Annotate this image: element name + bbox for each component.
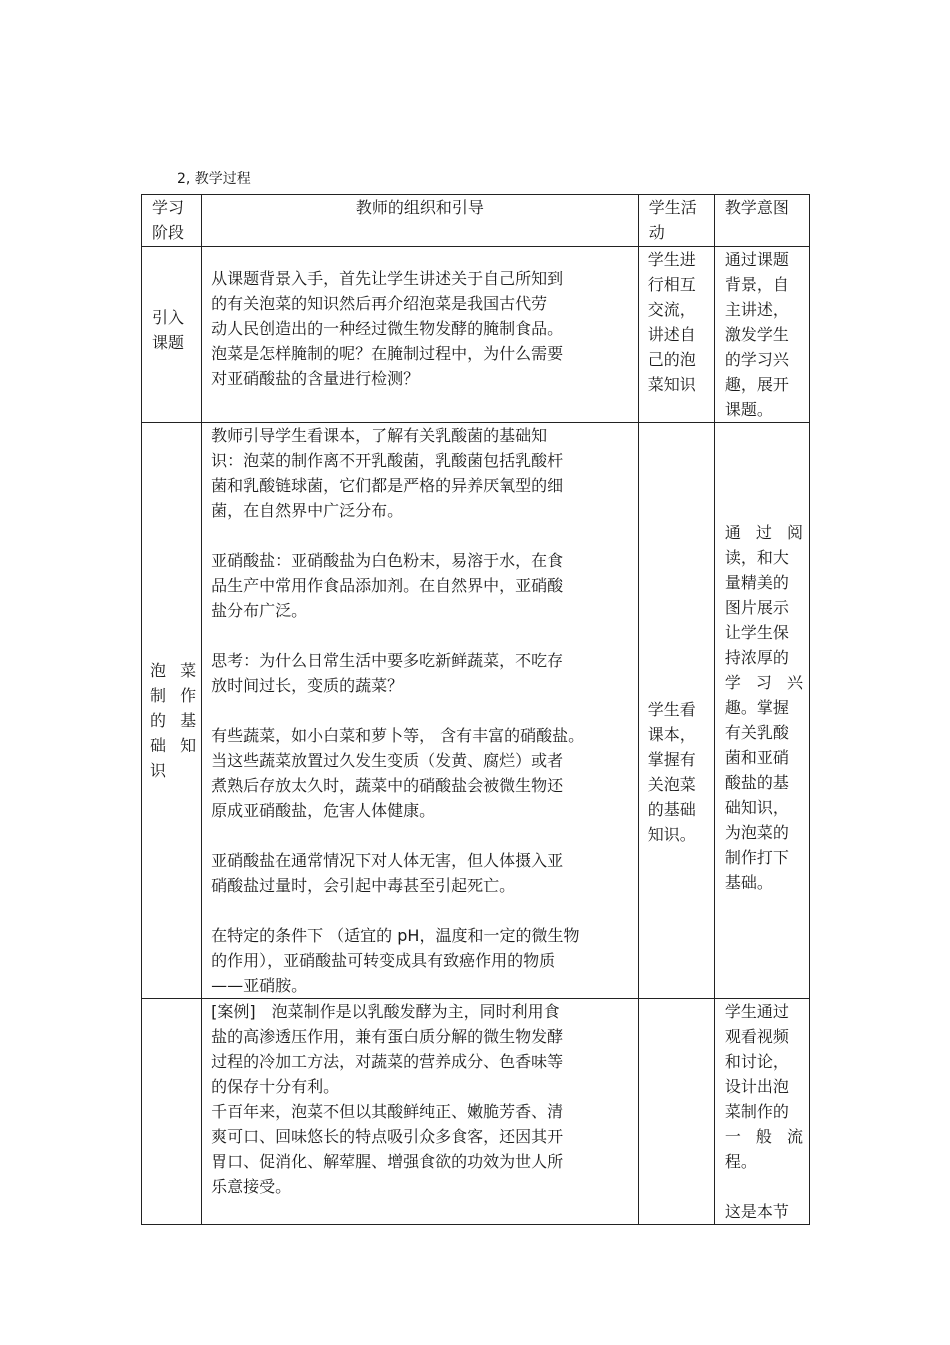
text-line: 读，和大 (724, 548, 789, 567)
teacher-cell (202, 423, 639, 999)
text-line: 图片展示 (724, 598, 789, 617)
text-line: 行相互 (647, 275, 696, 294)
text-line: 学生通过 (724, 1002, 789, 1021)
text-line: 课本， (647, 724, 696, 744)
text-line: ——亚硝胺。 (211, 976, 308, 995)
text-line: 观看视频 (724, 1027, 789, 1046)
text-line: 一 般 流 (724, 1127, 803, 1146)
header-stage-line: 阶段 (152, 223, 185, 242)
stage-line: 制 作 (150, 686, 197, 705)
text-line: 学生看 (647, 699, 696, 719)
intent-cell (714, 999, 809, 1225)
text-line: 品生产中常用作食品添加剂。在自然界中，亚硝酸 (211, 576, 564, 595)
text-line: 泡菜是怎样腌制的呢？在腌制过程中，为什么需要 (211, 344, 564, 363)
header-intent-label: 教学意图 (724, 198, 789, 217)
header-student (638, 195, 714, 247)
text-line: 和讨论， (724, 1052, 789, 1071)
text-line: 菜制作的 (724, 1102, 789, 1121)
text-line: 有关乳酸 (724, 723, 789, 742)
text-line: 的有关泡菜的知识然后再介绍泡菜是我国古代劳 (211, 294, 548, 313)
text-line: 菌和亚硝 (724, 748, 789, 767)
stage-line: 础 知 (150, 736, 197, 755)
text-line: [案例] 泡菜制作是以乳酸发酵为主，同时利用食 (211, 1002, 560, 1021)
text-line: 制作打下 (724, 848, 789, 867)
header-stage-line: 学习 (152, 198, 185, 217)
teacher-cell (202, 247, 639, 423)
text-line: 硝酸盐过量时，会引起中毒甚至引起死亡。 (211, 876, 516, 895)
text-line: 亚硝酸盐在通常情况下对人体无害，但人体摄入亚 (211, 851, 564, 870)
text-line: 千百年来，泡菜不但以其酸鲜纯正、嫩脆芳香、清 (211, 1102, 564, 1121)
student-cell (638, 999, 714, 1225)
text-line: 己的泡 (647, 350, 696, 369)
text-line: 持浓厚的 (724, 648, 789, 667)
text-line: 对亚硝酸盐的含量进行检测？ (211, 369, 420, 388)
text-line: 放时间过长，变质的蔬菜？ (211, 676, 404, 695)
text-line: 让学生保 (724, 623, 789, 642)
text-line: 程。 (724, 1152, 757, 1171)
header-teacher-label: 教师的组织和引导 (355, 198, 484, 217)
text-line: 激发学生 (724, 325, 789, 344)
text-line: 当这些蔬菜放置过久发生变质（发黄、腐烂）或者 (211, 751, 564, 770)
row-case (142, 999, 810, 1225)
text-line: 动人民创造出的一种经过微生物发酵的腌制食品。 (211, 319, 564, 338)
stage-cell (142, 247, 202, 423)
text-line: 的基础 (647, 799, 696, 819)
text-line: 酸盐的基 (724, 773, 789, 792)
text-line: 掌握有 (647, 749, 696, 769)
text-line: 学生进 (647, 250, 696, 269)
text-line: 课题。 (724, 400, 773, 419)
text-line: 亚硝酸盐：亚硝酸盐为白色粉末，易溶于水，在食 (211, 551, 564, 570)
text-line: 胃口、促消化、解荤腥、增强食欲的功效为世人所 (211, 1152, 564, 1171)
text-line: 盐分布广泛。 (211, 601, 308, 620)
text-line: 有些蔬菜，如小白菜和萝卜等， 含有丰富的硝酸盐。 (211, 726, 585, 745)
text-line: 通 过 阅 (724, 523, 803, 542)
text-line: 基础。 (724, 873, 773, 892)
text-line: 教师引导学生看课本，了解有关乳酸菌的基础知 (211, 426, 548, 445)
row-basics (142, 423, 810, 999)
text-line: 趣，展开 (724, 375, 789, 394)
text-line: 菌，在自然界中广泛分布。 (211, 501, 404, 520)
text-line: 从课题背景入手，首先让学生讲述关于自己所知到 (211, 269, 564, 288)
header-row (142, 195, 810, 247)
teaching-process-table (141, 194, 810, 1225)
text-line: 识：泡菜的制作离不开乳酸菌，乳酸菌包括乳酸杆 (211, 451, 564, 470)
section-title: 2, 教学过程 (177, 171, 251, 187)
text-line: 设计出泡 (724, 1077, 789, 1096)
text-line: 交流， (647, 300, 696, 319)
intent-cell (714, 423, 809, 999)
header-student-line: 动 (648, 223, 665, 242)
text-line: 爽可口、回味悠长的特点吸引众多食客，还因其开 (211, 1127, 564, 1146)
text-line: 思考：为什么日常生活中要多吃新鲜蔬菜，不吃存 (211, 651, 564, 670)
intent-cell (714, 247, 809, 423)
text-line: 关泡菜 (647, 774, 696, 794)
text-line: 知识。 (647, 824, 696, 844)
stage-line: 引入 (152, 307, 185, 327)
student-cell (638, 423, 714, 999)
text-line: 为泡菜的 (724, 823, 789, 842)
stage-line: 的 基 (150, 711, 197, 730)
text-line: 背景，自 (724, 275, 789, 294)
stage-cell (142, 423, 202, 999)
row-intro (142, 247, 810, 423)
stage-line: 识 (150, 761, 167, 780)
student-cell (638, 247, 714, 423)
text-line: 盐的高渗透压作用，兼有蛋白质分解的微生物发酵 (211, 1027, 564, 1046)
text-line: 煮熟后存放太久时，蔬菜中的硝酸盐会被微生物还 (211, 776, 564, 795)
text-line: 过程的冷加工方法，对蔬菜的营养成分、色香味等 (211, 1052, 564, 1071)
text-line: 菜知识 (647, 375, 696, 394)
text-line: 的学习兴 (724, 350, 789, 369)
text-line: 菌和乳酸链球菌，它们都是严格的异养厌氧型的细 (211, 476, 564, 495)
text-line: 在特定的条件下 （适宜的 pH，温度和一定的微生物 (211, 926, 580, 945)
text-line: 的保存十分有利。 (211, 1077, 340, 1096)
text-line: 乐意接受。 (211, 1177, 292, 1196)
teacher-cell (202, 999, 639, 1225)
text-line: 量精美的 (724, 573, 789, 592)
text-line: 的作用），亚硝酸盐可转变成具有致癌作用的物质 (211, 951, 556, 970)
text-line: 这是本节 (724, 1202, 789, 1221)
header-student-line: 学生活 (648, 198, 697, 217)
text-line: 通过课题 (724, 250, 789, 269)
text-line: 础知识， (724, 798, 789, 817)
stage-line: 泡 菜 (150, 661, 197, 680)
header-teacher (202, 195, 639, 247)
text-line: 主讲述， (724, 300, 789, 319)
text-line: 趣。掌握 (724, 698, 789, 717)
stage-line: 课题 (152, 332, 185, 352)
text-line: 讲述自 (647, 325, 696, 344)
header-intent (714, 195, 809, 247)
header-stage (142, 195, 202, 247)
text-line: 学 习 兴 (724, 673, 803, 692)
text-line: 原成亚硝酸盐，危害人体健康。 (211, 801, 436, 820)
stage-cell (142, 999, 202, 1225)
